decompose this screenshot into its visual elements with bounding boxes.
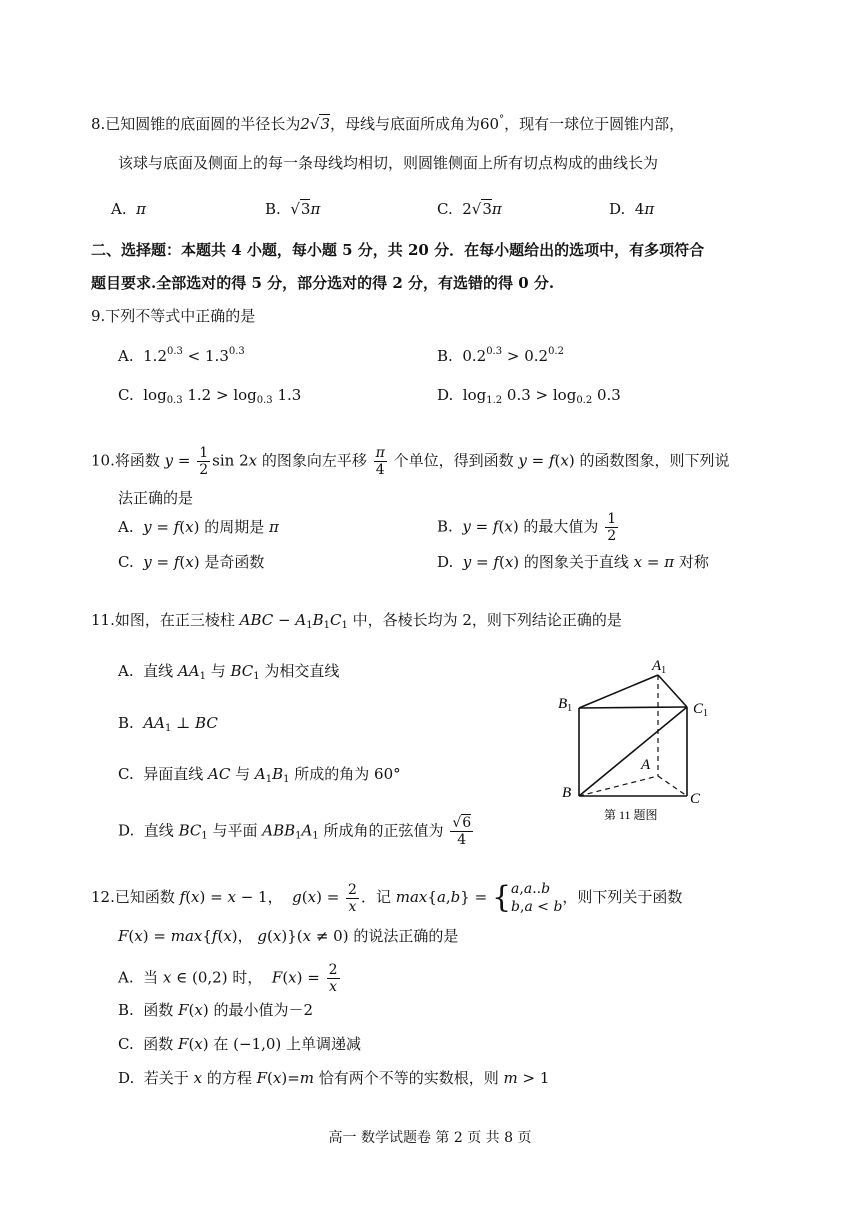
page-footer: 高一 数学试题卷 第 2 页 共 8 页 xyxy=(328,1130,532,1146)
q12-option-a: A. 当 x ∈ (0,2) 时， F(x) = $\frac{2}{x}$ xyxy=(118,962,338,995)
q8-line2: 该球与底面及侧面上的每一条母线均相切，则圆锥侧面上所有切点构成的曲线长为 xyxy=(118,154,659,172)
q10-line1: 10.将函数 y = $\frac{1}{2}$ sin 2x 的图象向左平移 $\frac{\pi}{4}$ 个单位，得到函数 y = f(x) 的函数图象，则下列说 xyxy=(91,445,730,478)
q8-option-c: C. 2√3π xyxy=(437,200,502,218)
q11-option-d: D. 直线 $BC_1$ 与平面 $ABB_1A_1$ 所成角的正弦值为 $\frac{√6}{4}$ xyxy=(118,815,472,848)
q11-option-a: A. 直线 $AA_1$ 与 $BC_1$ 为相交直线 xyxy=(118,662,340,682)
q11-stem: 11.如图，在正三棱柱 ABC − $A_1B_1C_1$ 中，各棱长均为 2，则下列结论正确的是 xyxy=(91,611,622,631)
q10-option-b: B. y = f(x) 的最大值为 $\frac{1}{2}$ xyxy=(437,511,617,544)
label-b1: $B_1$ xyxy=(558,696,573,714)
q12-line1: 12.已知函数 f(x) = x − 1， g(x) = $\frac{2}{x}$ ．记 max{a,b} = {a,a..b b,a < b，则下列关于函数 xyxy=(91,880,683,915)
label-a: A xyxy=(641,757,651,773)
label-b: B xyxy=(562,785,572,801)
q9-option-b: B. $0.2^{0.3} > 0.2^{0.2}$ xyxy=(437,346,564,365)
section2-line1: 二、选择题：本题共 4 小题，每小题 5 分，共 20 分．在每小题给出的选项中，有多项符合 xyxy=(91,241,705,259)
section2-line2: 题目要求.全部选对的得 5 分，部分选对的得 2 分，有选错的得 0 分. xyxy=(91,274,555,292)
q12-option-b: B. 函数 F(x) 的最小值为－2 xyxy=(118,1001,314,1019)
q8-option-a: A. π xyxy=(111,200,146,218)
q8-option-b: B. √3π xyxy=(265,200,321,218)
q10-option-a: A. y = f(x) 的周期是 π xyxy=(118,518,279,536)
q9-stem: 9.下列不等式中正确的是 xyxy=(91,307,256,325)
q12-line2: F(x) = max{f(x)， g(x)}(x ≠ 0) 的说法正确的是 xyxy=(118,927,459,945)
q9-option-c: C. $\log_{0.3} 1.2 > \log_{0.3} 1.3$ xyxy=(118,386,302,406)
q10-option-d: D. y = f(x) 的图象关于直线 x = π 对称 xyxy=(437,553,709,571)
q9-option-d: D. $\log_{1.2} 0.3 > \log_{0.2} 0.3$ xyxy=(437,386,621,406)
q10-option-c: C. y = f(x) 是奇函数 xyxy=(118,553,265,571)
label-c1: $C_1$ xyxy=(693,701,709,719)
q9-option-a: A. $1.2^{0.3} < 1.3^{0.3}$ xyxy=(118,346,245,365)
prism-figure xyxy=(550,650,730,830)
q12-option-d: D. 若关于 x 的方程 F(x)=m 恰有两个不等的实数根，则 m > 1 xyxy=(118,1069,550,1087)
q11-option-c: C. 异面直线 AC 与 $A_1B_1$ 所成的角为 60° xyxy=(118,765,401,785)
label-c: C xyxy=(690,791,701,807)
q8-option-d: D. 4π xyxy=(609,200,655,218)
label-a1: $A_1$ xyxy=(652,658,667,676)
q12-option-c: C. 函数 F(x) 在 (−1,0) 上单调递减 xyxy=(118,1035,362,1053)
q11-option-b: B. $AA_1$ ⊥ BC xyxy=(118,714,218,734)
q8-line1: 8.已知圆锥的底面圆的半径长为2√3，母线与底面所成角为60°，现有一球位于圆锥内部， xyxy=(91,114,685,133)
q10-line2: 法正确的是 xyxy=(118,489,194,507)
figure-caption: 第 11 题图 xyxy=(604,808,658,822)
